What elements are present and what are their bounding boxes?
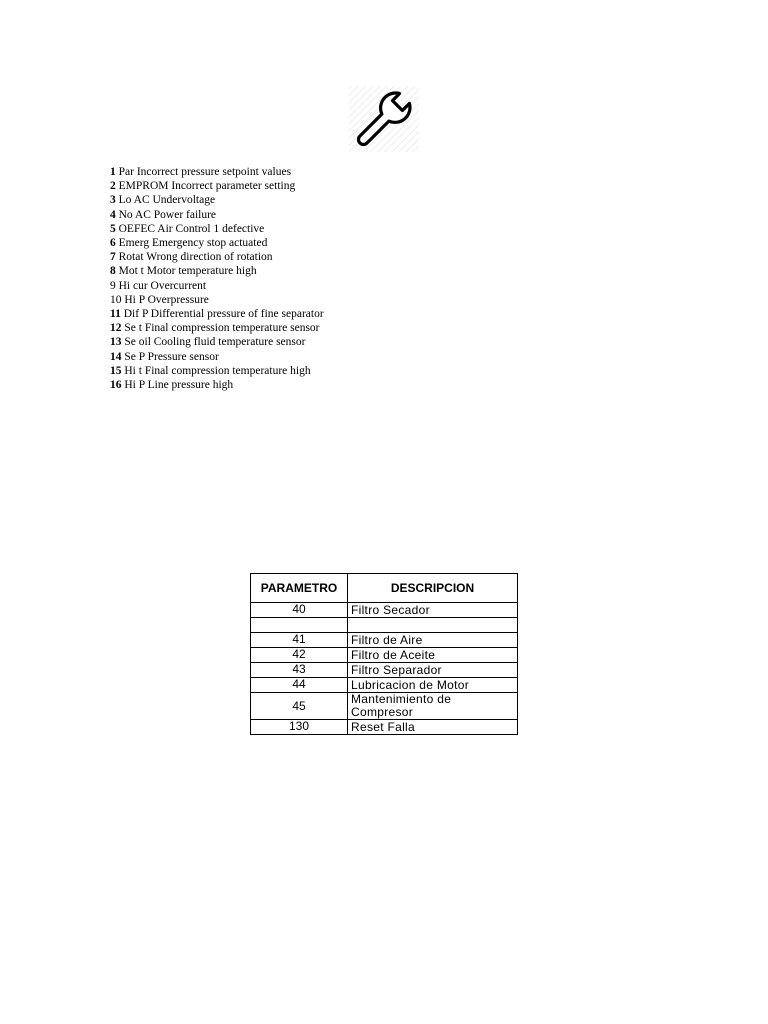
- fault-description: Se t Final compression temperature sensor: [121, 322, 320, 335]
- fault-description: Hi t Final compression temperature high: [121, 364, 311, 377]
- fault-item: [110, 193, 324, 207]
- fault-code-list: [110, 165, 324, 392]
- fault-description: Se oil Cooling fluid temperature sensor: [121, 336, 306, 349]
- fault-item: [110, 165, 324, 179]
- fault-description: Lo AC Undervoltage: [115, 194, 216, 207]
- table-row: [251, 603, 518, 618]
- fault-item: [110, 335, 324, 349]
- fault-number: 15: [110, 364, 122, 377]
- param-cell: 43: [251, 663, 348, 678]
- fault-number: 11: [110, 308, 121, 321]
- table-header-row: [251, 574, 518, 603]
- fault-item: [110, 321, 324, 335]
- table-row: [251, 648, 518, 663]
- table-row: [251, 678, 518, 693]
- description-cell: Filtro Separador: [348, 663, 518, 678]
- table-row: [251, 720, 518, 735]
- header-parametro: PARAMETRO: [251, 574, 348, 603]
- fault-description: Rotat Wrong direction of rotation: [115, 251, 273, 264]
- param-cell: 44: [251, 678, 348, 693]
- fault-item: [110, 236, 324, 250]
- fault-item: [110, 208, 324, 222]
- fault-item: [110, 279, 324, 293]
- fault-description: Hi P Overpressure: [121, 293, 209, 306]
- fault-description: Dif P Differential pressure of fine separator: [120, 308, 324, 321]
- fault-description: Par Incorrect pressure setpoint values: [115, 166, 292, 178]
- fault-description: Hi P Line pressure high: [121, 379, 234, 392]
- description-cell: [348, 618, 518, 633]
- fault-item: [110, 364, 324, 378]
- fault-item: [110, 293, 324, 307]
- fault-number: 12: [110, 322, 122, 335]
- fault-number: 13: [110, 336, 122, 349]
- fault-number: 4: [110, 208, 116, 221]
- fault-description: No AC Power failure: [115, 208, 217, 221]
- fault-description: Mot t Motor temperature high: [115, 265, 257, 278]
- description-cell: Reset Falla: [348, 720, 518, 735]
- fault-item: [110, 179, 324, 193]
- description-cell: Filtro de Aceite: [348, 648, 518, 663]
- fault-number: 14: [110, 350, 122, 363]
- fault-number: 5: [110, 222, 116, 235]
- fault-number: 7: [110, 251, 116, 264]
- fault-item: [110, 222, 324, 236]
- wrench-icon: [346, 84, 422, 154]
- param-cell: 41: [251, 633, 348, 648]
- table-row: [251, 633, 518, 648]
- fault-item: [110, 378, 324, 392]
- table-row: [251, 663, 518, 678]
- fault-description: OEFEC Air Control 1 defective: [115, 222, 265, 235]
- fault-number: 1: [110, 166, 116, 178]
- fault-number: 16: [110, 379, 122, 392]
- fault-description: Se P Pressure sensor: [121, 350, 219, 363]
- param-cell: [251, 618, 348, 633]
- fault-number: 8: [110, 265, 116, 278]
- param-cell: 45: [251, 693, 348, 720]
- header-descripcion: DESCRIPCION: [348, 574, 518, 603]
- fault-description: Hi cur Overcurrent: [115, 279, 207, 292]
- param-cell: 130: [251, 720, 348, 735]
- table-row: [251, 618, 518, 633]
- description-cell: Filtro de Aire: [348, 633, 518, 648]
- fault-description: EMPROM Incorrect parameter setting: [115, 180, 296, 193]
- param-cell: 40: [251, 603, 348, 618]
- description-cell: Filtro Secador: [348, 603, 518, 618]
- fault-number: 9: [110, 279, 116, 292]
- description-cell: Lubricacion de Motor: [348, 678, 518, 693]
- fault-item: [110, 350, 324, 364]
- parameter-table: [250, 573, 518, 735]
- fault-item: [110, 307, 324, 321]
- fault-number: 10: [110, 293, 122, 306]
- param-cell: 42: [251, 648, 348, 663]
- table-row: [251, 693, 518, 720]
- fault-number: 2: [110, 180, 116, 193]
- fault-description: Emerg Emergency stop actuated: [115, 237, 268, 250]
- fault-item: [110, 264, 324, 278]
- fault-number: 3: [110, 194, 116, 207]
- fault-item: [110, 250, 324, 264]
- fault-number: 6: [110, 237, 116, 250]
- description-cell: Mantenimiento de Compresor: [348, 693, 518, 720]
